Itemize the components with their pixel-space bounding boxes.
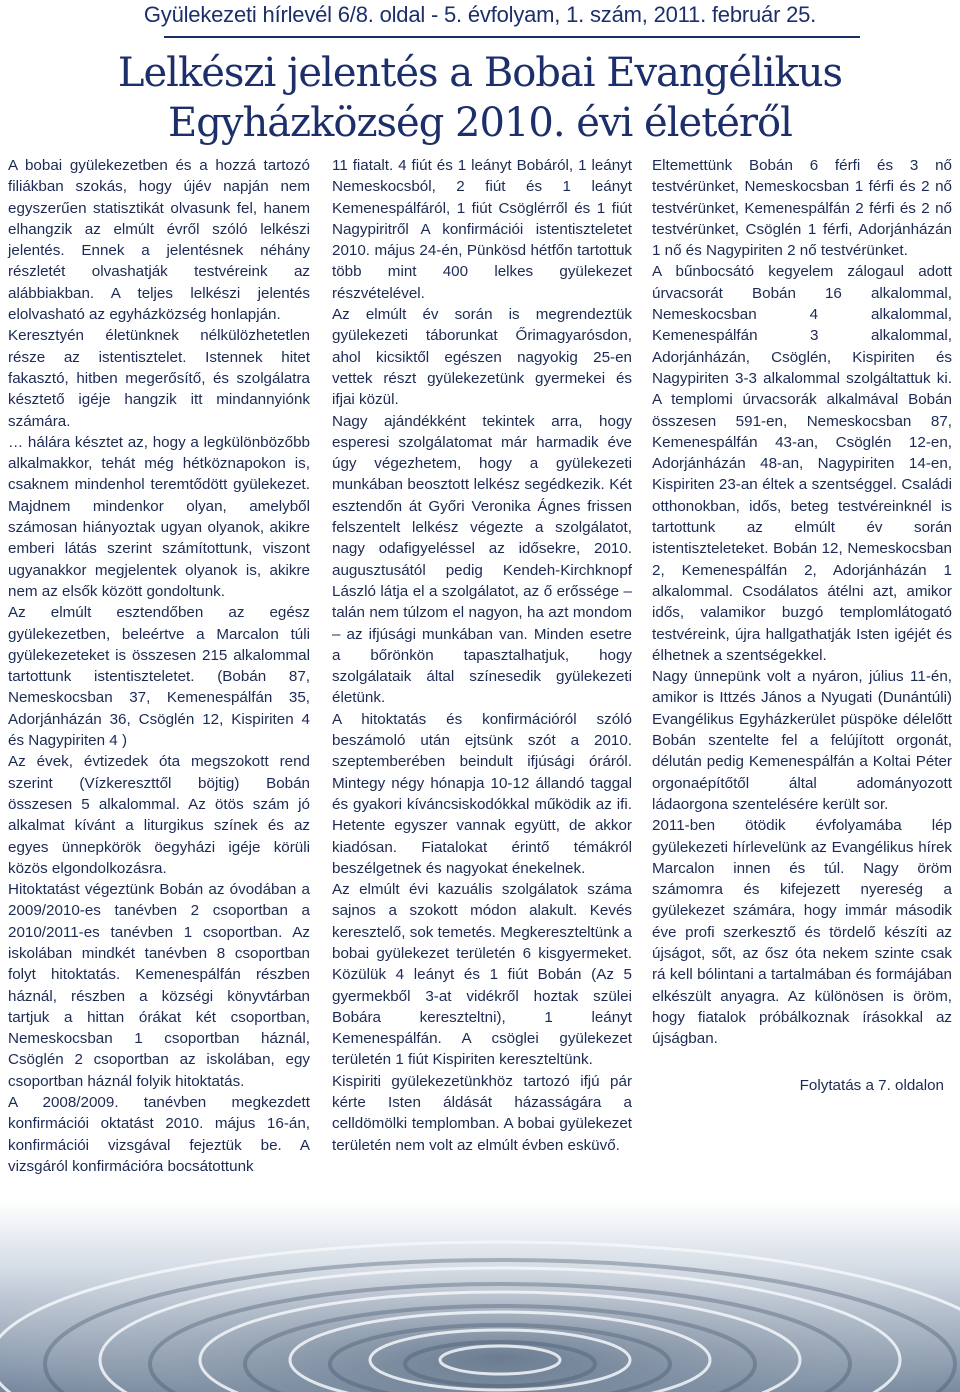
paragraph: A hitoktatás és konfirmációról szóló beszámoló után ejtsünk szót a 2010. szeptemberében beindult ifjúsági óráról. Mintegy négy hónapja 10-12 állandó taggal és gyakori kíváncsiskodókkal működik az ifi. Hetente egyszer vannak együtt, de akkor kiadósan. Fiatalokat érintő témákról beszélgetnek és nagyokat énekelnek. bbox=[332, 710, 632, 877]
paragraph: Eltemettünk Bobán 6 férfi és 3 nő testvérünket, Nemeskocsban 1 férfi és 2 nő testvérünket, Kemenespálfán 2 férfi és 2 nő testvérünket, Csöglén 1 férfi, Adorjánházán 1 nő és Nagypiriten 2 nő testvérünket. bbox=[652, 157, 952, 260]
paragraph: Az elmúlt esztendőben az egész gyülekezetben, beleértve a Marcalon túli gyülekezeteket is összesen 215 alkalommal tartottunk istentiszteletet. (Bobán 87, Nemeskocsban 37, Kemenespálfán 35, Adorjánházán 36, Csöglén 12, Kispiriten 4 és Nagypiriten 4 ) bbox=[8, 604, 310, 750]
paragraph: Az elmúlt év során is megrendeztük gyülekezeti táborunkat Őrimagyarósdon, ahol kicsiktől egészen nagyokig 25-en vettek részt gyülekezetünk gyermekei és ifjai közül. bbox=[332, 306, 632, 409]
paragraph: Keresztyén életünknek nélkülözhetetlen része az istentisztelet. Istennek hitet fakasztó, hitben megerősítő, és szolgálatra késztető igéje hangzik itt mindannyiónk számára. bbox=[8, 327, 310, 430]
article-title-line2: Egyházközség 2010. évi életéről bbox=[168, 100, 792, 146]
article-title-line1: Lelkészi jelentés a Bobai Evangélikus bbox=[117, 50, 843, 96]
paragraph: Az évek, évtizedek óta megszokott rend szerint (Vízkereszttől böjtig) Bobán összesen 5 alkalommal. Az ötös szám jó alkalmat kívánt a liturgikus színek és az egyes ünnepkörök öegyházi igéje körüli közös elgondolkozásra. bbox=[8, 753, 310, 877]
paragraph: A bobai gyülekezetben és a hozzá tartozó filiákban szokás, hogy újév napján nem egyszerűen statisztikát olvasunk fel, hanem elhangzik az elmúlt évről szóló lelkészi jelentés. Ennek a jelentésnek néhány részletét olvashatják testvéreink az alábbiakban. A teljes lelkészi jelentés elolvasható az egyházközség honlapján. bbox=[8, 157, 310, 324]
header-rule bbox=[164, 36, 860, 38]
paragraph: Kispiriti gyülekezetünkhöz tartozó ifjú pár kérte Isten áldását házasságára a celldömölki templomban. A bobai gyülekezet területén nem volt az elmúlt évben esküvő. bbox=[332, 1072, 632, 1154]
paragraph: … hálára késztet az, hogy a legkülönbözőbb alkalmakkor, tehát még hétköznapokon is, csaknem mindenhol teremtődött gyülekezet. Majdnem mindenkor olyan, amelyből számosan hiányoztak ugyan olyanok, akikre emberi látás szerint számítottunk, viszont ugyanakkor megjelentek olyanok is, akikre nem az elsők között gondoltunk. bbox=[8, 433, 310, 600]
paragraph: Az elmúlt évi kazuális szolgálatok száma sajnos a szokott módon alakult. Kevés keresztelő, sok temetés. Megkereszteltünk a bobai gyülekezet területén 6 kisgyermeket. Közülük 4 leányt és 1 fiút Bobán (Az 5 gyermekből 3-at vidékről hoztak szülei Bobára kereszteltni), 1 leányt Kemenespálfán. A csöglei gyülekezet területén 1 fiút Kispiriten kereszteltünk. bbox=[332, 881, 632, 1069]
paragraph: Nagy ajándékként tekintek arra, hogy esperesi szolgálatomat már harmadik éve úgy végezhetem, hogy a gyülekezeti munkában beosztott lelkész segédkezik. Két esztendőn át Győri Veronika Ágnes frissen felszentelt lelkész végezte a szolgálatot, nagy odafigyeléssel az idősekre, 2010. augusztusától pedig Kendeh-Kirchknopf László látja el a szolgálatot, az ő erőssége – talán nem túlzom el nagyon, ha azt mondom – az ifjúsági munkában van. Minden esetre a bőrönkön tapasztalhatjuk, hogy szolgálataik által színesedik gyülekezeti életünk. bbox=[332, 412, 632, 707]
paragraph: Hitoktatást végeztünk Bobán az óvodában a 2009/2010-es tanévben 2 csoportban a 2010/2011-es tanévben 1 csoportban. Az iskolában mindkét tanévben 8 csoportban folyt hitoktatás. Kemenespálfán részben háznál, részben a községi könyvtárban tartjuk a hittan órákat két csoportban, Nemeskocsban 1 csoportban háznál, Csöglén 2 csoportban az iskolában, egy csoportban háznál folyik hitoktatás. bbox=[8, 881, 310, 1090]
paragraph: Nagy ünnepünk volt a nyáron, július 11-én, amikor is Ittzés János a Nyugati (Dunántúli) Evangélikus Egyházkerület püspöke délelőtt Bobán szentelte fel a felújított orgonát, délután pedig Kemenespálfán a Koltai Péter orgonaépítőtől által adományozott ládaorgona szentelésére került sor. bbox=[652, 668, 952, 813]
column-1 bbox=[8, 155, 310, 1177]
paragraph: 2011-ben ötödik évfolyamába lép gyülekezeti hírlevelünk az Evangélikus hírek Marcalon innen és túl. Nagy öröm számomra és kifejezett nyereség a gyülekezet számára, hogy immár második éve profi szerkesztő és tördelő készíti az újságot, sőt, az ősz óta nekem szinte csak rá kell bólintani a tartalmában és formájában elkészült anyagra. Az különösen is öröm, hogy fiatalok próbálkoznak írásokkal az újságban. bbox=[652, 817, 952, 1048]
paragraph: A 2008/2009. tanévben megkezdett konfirmációi oktatást 2010. május 16-án, konfirmációi vizsgával fejeztük be. A vizsgáról konfirmációra bocsátottunk bbox=[8, 1094, 310, 1175]
article-body bbox=[0, 155, 960, 1315]
column-3 bbox=[652, 155, 952, 1097]
running-head: Gyülekezeti hírlevél 6/8. oldal - 5. évfolyam, 1. szám, 2011. február 25. bbox=[143, 2, 817, 27]
continued-note: Folytatás a 7. oldalon bbox=[799, 1077, 944, 1095]
column-2 bbox=[332, 155, 632, 1156]
paragraph: 11 fiatalt. 4 fiút és 1 leányt Bobáról, 1 leányt Nemeskocsból, 2 fiút és 1 leányt Kemenespálfáról, 1 fiút Csöglérről és 1 fiút Nagypiritről A konfirmációi istentiszteletet 2010. május 24-én, Pünkösd hétfőn tartottuk több mint 400 lelkes gyülekezet részvételével. bbox=[332, 157, 632, 302]
paragraph: A bűnbocsátó kegyelem zálogaul adott úrvacsorát Bobán 16 alkalommal, Nemeskocsban 4 alkalommal, Kemenespálfán 3 alkalommal, Adorjánházán, Csöglén, Kispiriten és Nagypiriten 3-3 alkalommal szolgáltattuk ki. A templomi úrvacsorák alkalmával Bobán összesen 591-en, Nemeskocsban 87, Kemenespálfán 43-an, Csöglén 12-en, Adorjánházán 48-an, Nagypiriten 14-en, Kispiriten 23-an éltek a szentséggel. Családi otthonokban, idős, beteg testvéreinknél is tartottunk az elmúlt év során istentiszteleteket. Bobán 12, Nemeskocsban 2, Kemenespálfán 2, Adorjánházán 1 alkalommal. Csodálatos átélni azt, amikor idős, valamikor buzgó templomlátogató testvéreink, újra hallgathatják Isten igéjét és élhetnek a szentségekkel. bbox=[652, 263, 952, 664]
